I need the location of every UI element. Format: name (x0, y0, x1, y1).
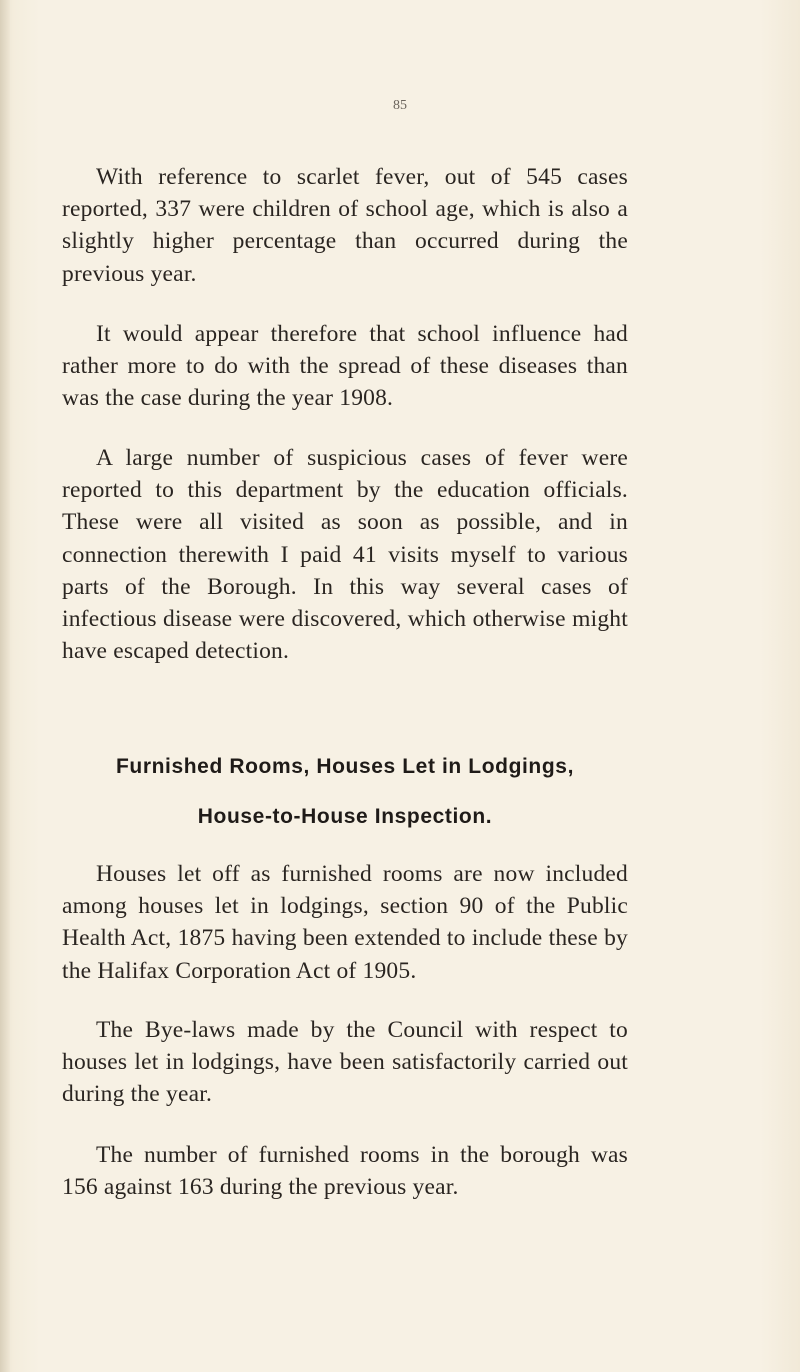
section-heading-line-1: Furnished Rooms, Houses Let in Lodgings, (115, 755, 575, 778)
section-heading-line-2: House-to-House Inspection. (197, 805, 493, 828)
paragraph-text: The number of furnished rooms in the borough was 156 against 163 during the previous year. (62, 1142, 628, 1201)
paragraph-number-of-rooms (62, 1139, 628, 1203)
page-number: 85 (393, 98, 407, 113)
paragraph-scarlet-fever (62, 161, 628, 290)
paragraph-text: It would appear therefore that school influence had rather more to do with the spread of these diseases than was the case during the year 1908. (62, 321, 628, 412)
paragraph-text: Houses let off as furnished rooms are now included among houses let in lodgings, section 90 of the Public Health Act, 1875 having been extended to include these by the Halifax Corporation Act of 1905. (62, 861, 628, 984)
paragraph-text: The Bye-laws made by the Council with respect to houses let in lodgings, have been satisfactorily carried out during the year. (62, 1017, 628, 1108)
paragraph-school-influence (62, 318, 628, 415)
paragraph-suspicious-cases (62, 442, 628, 667)
paragraph-bye-laws (62, 1014, 628, 1111)
page-binding-edge (0, 0, 10, 1372)
paragraph-text: With reference to scarlet fever, out of 545 cases reported, 337 were children of school age, which is also a slightly higher percentage than occurred during the previous year. (62, 164, 628, 287)
paragraph-furnished-rooms (62, 858, 628, 987)
paragraph-text: A large number of suspicious cases of fever were reported to this department by the education officials. These were all visited as soon as possible, and in connection therewith I paid 41 visits myself to various parts of the Borough. In this way several cases of infectious disease were discovered, which otherwise might have escaped detection. (62, 445, 628, 665)
